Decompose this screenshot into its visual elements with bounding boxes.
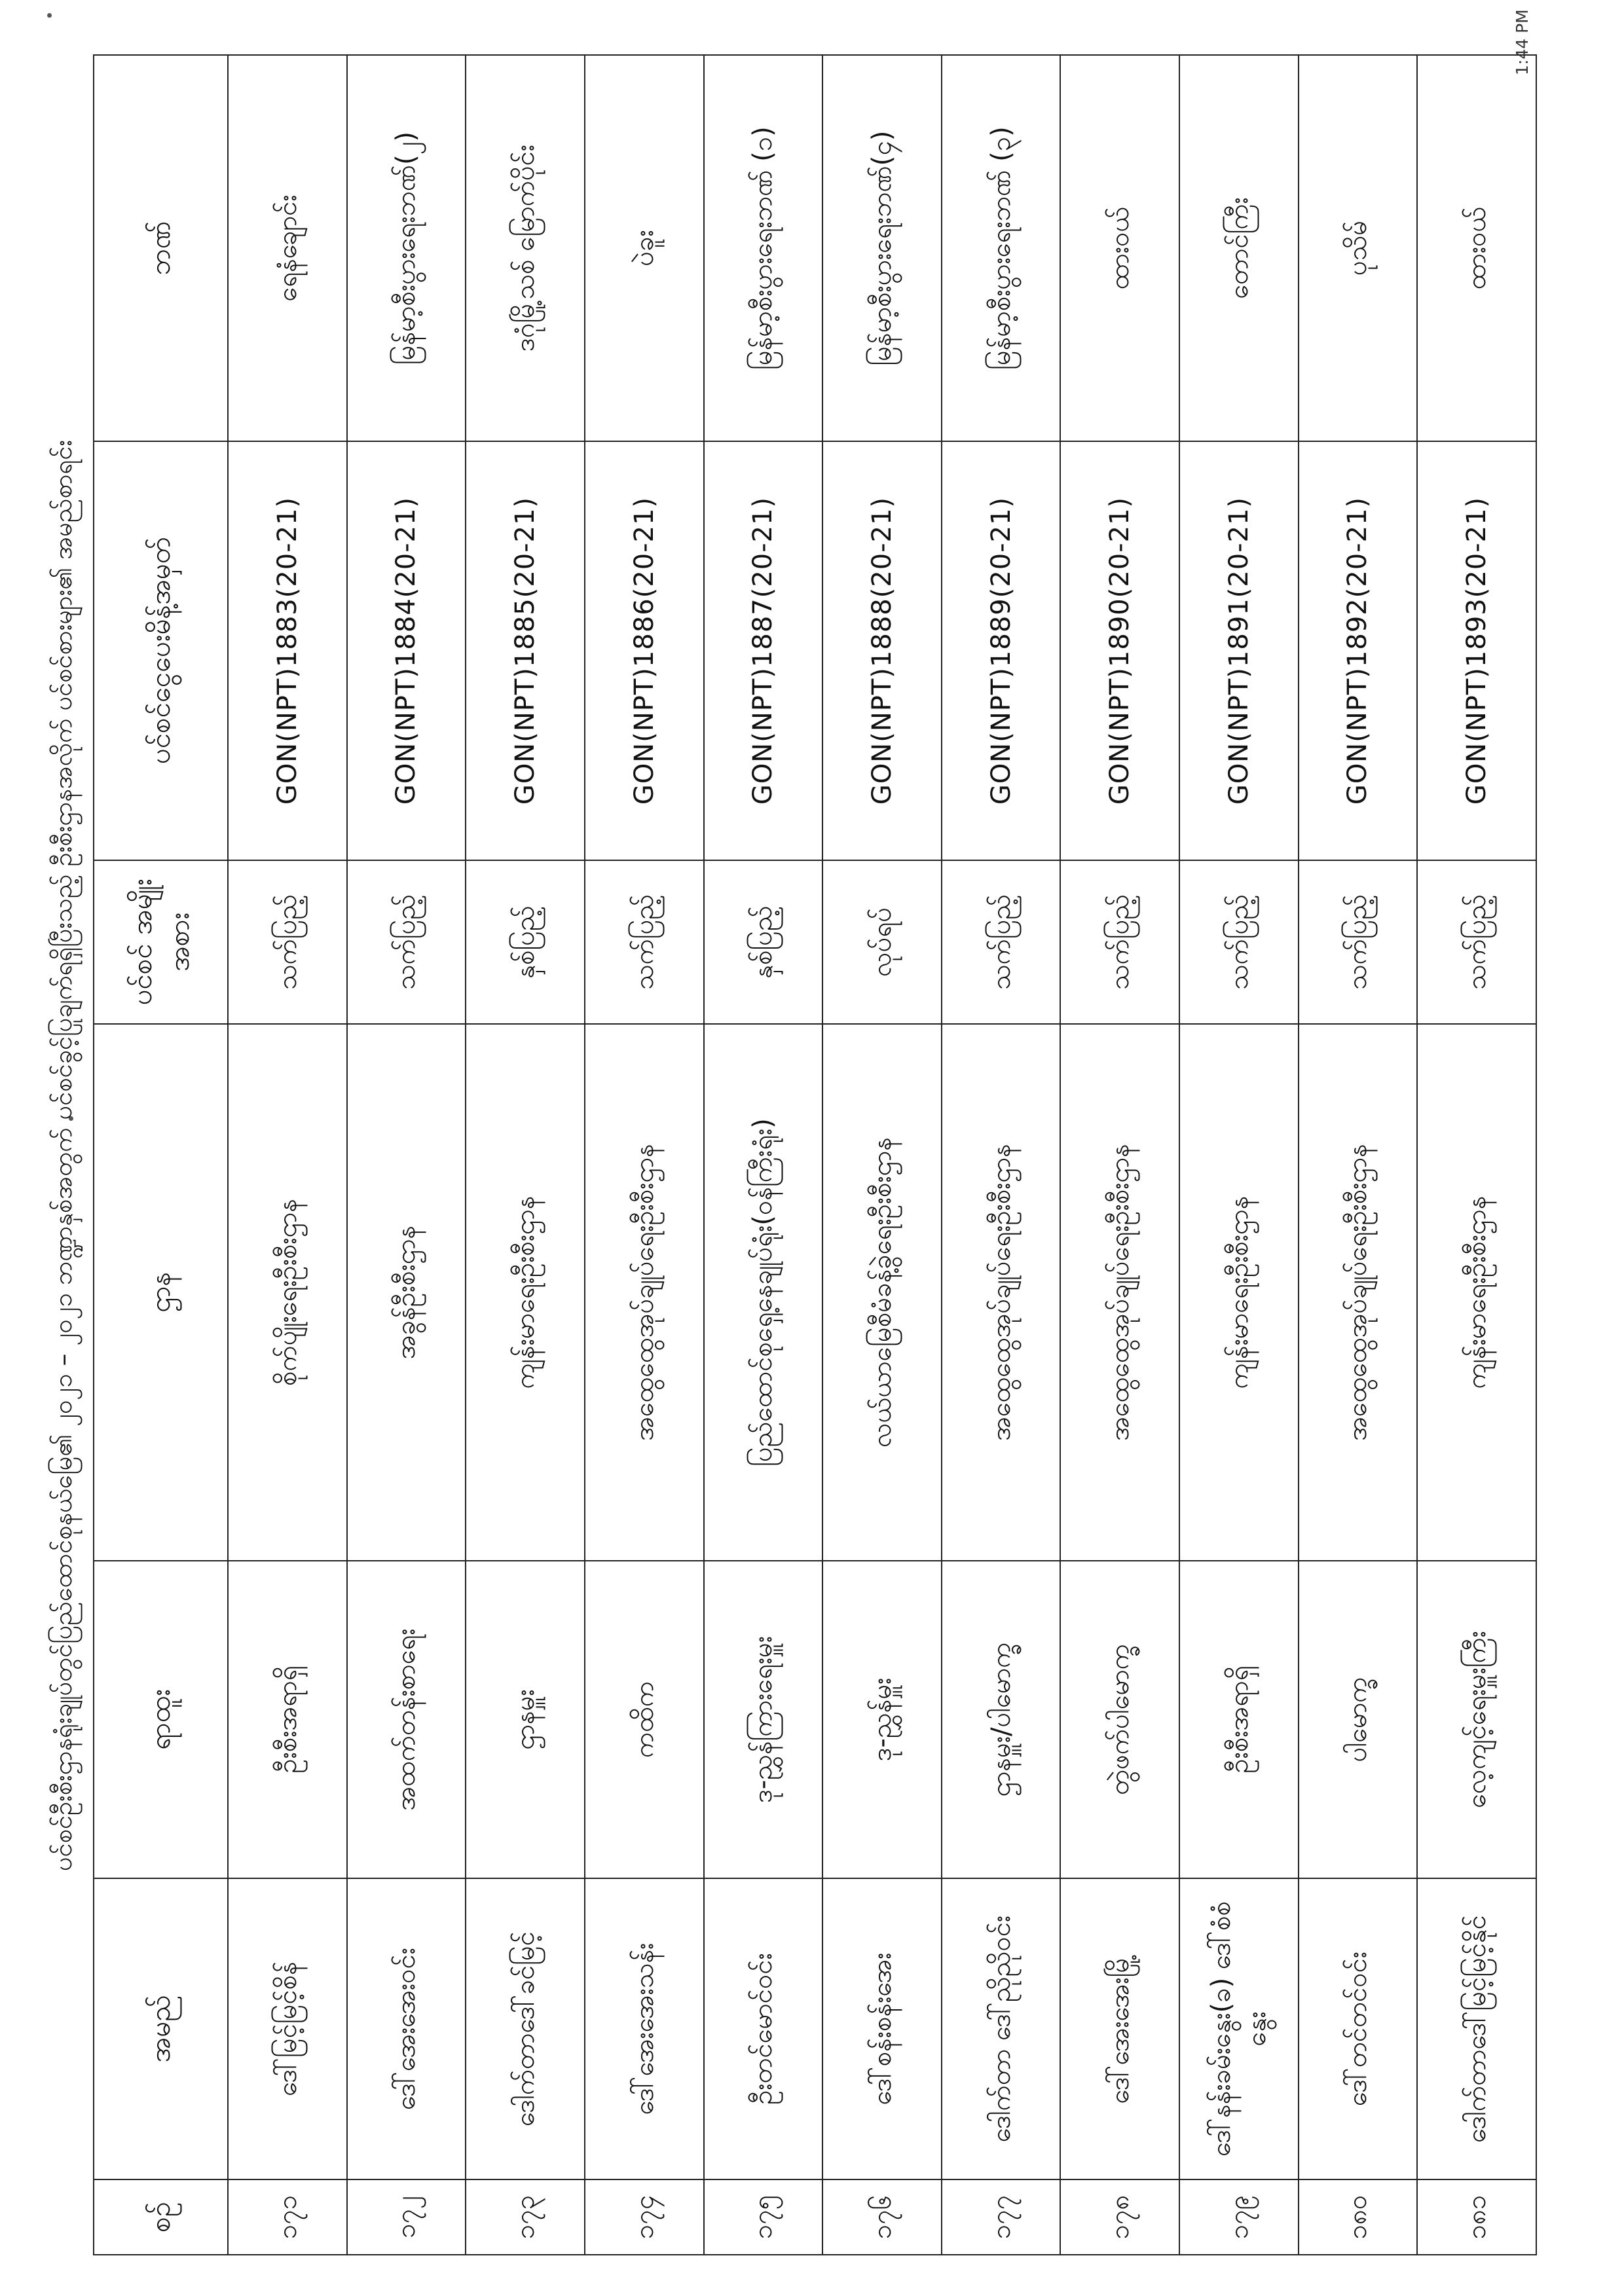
- cell-bank: ထားဝယ်: [1060, 55, 1179, 441]
- header-no: စဉ်: [94, 2179, 228, 2255]
- cell-pension-type: သက်ပြည့်: [228, 860, 347, 1024]
- rotated-page: [39, 56, 1539, 2255]
- cell-no: ၁၈၁: [1417, 2179, 1536, 2255]
- cell-pension-type: သက်ပြည့်: [1299, 860, 1418, 1024]
- header-dept: ဌာန: [94, 1024, 228, 1561]
- cell-no: ၁၇၇: [942, 2179, 1061, 2255]
- cell-bank: မြန်မာ့စီးပွားရေးဘဏ် (၁): [704, 55, 823, 441]
- cell-dept: အထွေထွေအုပ်ချုပ်ရေးဦးစီးဌာန: [942, 1024, 1061, 1561]
- cell-order-no: GON(NPT)1888(20-21): [822, 441, 942, 860]
- cell-pension-type: သက်ပြည့်: [1417, 860, 1536, 1024]
- cell-name: ဒေါ်တင်တင်ဝင်း: [1299, 1878, 1418, 2179]
- cell-dept: အထွေထွေအုပ်ချုပ်ရေးဦးစီးဌာန: [585, 1024, 704, 1561]
- cell-name: ဒေါ်နန်းခမ်းနွေး(ခ) ဒေါ်စံစံနွေး: [1179, 1878, 1299, 2179]
- cell-rank: ပါမောက္ခ: [1299, 1561, 1418, 1878]
- cell-dept: အထွေထွေအုပ်ချုပ်ရေးဦးစီးဌာန: [1299, 1024, 1418, 1561]
- table-row: [1417, 55, 1536, 2255]
- cell-dept: ပြည်ထောင်စုရှေ့နေချုပ်ရုံး(ဝန်ကြီးရုံး): [704, 1024, 823, 1561]
- cell-dept: ကျန်းမာရေးဦးစီးဌာန: [1179, 1024, 1299, 1561]
- cell-bank: ရေနံချောင်း: [228, 55, 347, 441]
- cell-name: ဒေါ်မြင့်မြင့်စိန်: [228, 1878, 347, 2179]
- table-row: [585, 55, 704, 2255]
- cell-rank: လေ့ကျင့်ရေးမှူးကြီး: [1417, 1561, 1536, 1878]
- cell-no: ၁၇၉: [1179, 2179, 1299, 2255]
- cell-order-no: GON(NPT)1885(20-21): [466, 441, 585, 860]
- scan-dot-top: [47, 13, 52, 18]
- cell-order-no: GON(NPT)1892(20-21): [1299, 441, 1418, 860]
- cell-name: ဒေါက်တာ ဒေါ်ညိုညိုဝင်း: [942, 1878, 1061, 2179]
- header-pension-type: ပင်စင် အမျိုးအစား: [94, 860, 228, 1024]
- cell-pension-type: သက်ပြည့်: [1060, 860, 1179, 1024]
- cell-order-no: GON(NPT)1884(20-21): [347, 441, 466, 860]
- cell-no: ၁၇၁: [228, 2179, 347, 2255]
- table-row: [347, 55, 466, 2255]
- scan-timestamp: 1:44 PM: [1513, 9, 1532, 75]
- cell-no: ၁၇၆: [822, 2179, 942, 2255]
- cell-order-no: GON(NPT)1883(20-21): [228, 441, 347, 860]
- cell-name: ဦးတင်မောင်ဝင်း: [704, 1878, 823, 2179]
- cell-rank: ဌာနမှူး/ပါမောက္ခ: [942, 1561, 1061, 1878]
- cell-order-no: GON(NPT)1891(20-21): [1179, 441, 1299, 860]
- cell-rank: ကထိက: [585, 1561, 704, 1878]
- cell-no: ၁၇၄: [585, 2179, 704, 2255]
- cell-bank: မြန်မာ့စီးပွားရေးဘဏ်(၄): [822, 55, 942, 441]
- cell-bank: မြန်မာ့စီးပွားရေးဘဏ်(၂): [347, 55, 466, 441]
- cell-name: ဒေါက်တာဒေါ်မြင့်မြင့်နိုင်: [1417, 1878, 1536, 2179]
- cell-name: ဒေါ်အေးအေးသန်း: [585, 1878, 704, 2179]
- cell-no: ၁၇၂: [347, 2179, 466, 2255]
- cell-name: ဒေါ်စန်းစန်းအေး: [822, 1878, 942, 2179]
- cell-name: ဒေါ်အေးအေးမြို့: [1060, 1878, 1179, 2179]
- cell-bank: ပဲခူး: [585, 55, 704, 441]
- cell-no: ၁၇၅: [704, 2179, 823, 2255]
- table-header-row: [94, 55, 228, 2255]
- cell-rank: ဌာနမှူး: [466, 1561, 585, 1878]
- cell-no: ၁၇၃: [466, 2179, 585, 2255]
- cell-rank: ဒု-ညွှန်ကြားရေးမှူး: [704, 1561, 823, 1878]
- cell-rank: ဒု-ညွှန်မှူး: [822, 1561, 942, 1878]
- table-row: [466, 55, 585, 2255]
- cell-pension-type: နှစ်ပြည့်: [704, 860, 823, 1024]
- cell-rank: ဦးစီးအရာရှိ: [228, 1561, 347, 1878]
- cell-dept: စိုက်ပျိုးရေးဦးစီးဌာန: [228, 1024, 347, 1561]
- cell-order-no: GON(NPT)1887(20-21): [704, 441, 823, 860]
- table-row: [704, 55, 823, 2255]
- header-name: အမည်: [94, 1878, 228, 2179]
- cell-dept: ကျန်းမာရေးဦးစီးဌာန: [466, 1024, 585, 1561]
- cell-no: ၁၈၀: [1299, 2179, 1418, 2255]
- cell-pension-type: သက်ပြည့်: [347, 860, 466, 1024]
- cell-order-no: GON(NPT)1889(20-21): [942, 441, 1061, 860]
- table-row: [1179, 55, 1299, 2255]
- cell-bank: မြန်မာ့စီးပွားရေးဘဏ် (၃): [942, 55, 1061, 441]
- table-row: [1060, 55, 1179, 2255]
- cell-name: ဒေါက်တာဒေါ်ခင်မြင့်: [466, 1878, 585, 2179]
- page-title: ပင်စင်ဦးစီးဌာနရုံးချုပ်တွင်ပြည်ထောင်စုနယ်မြေ၏ ၂၀၂၁ – ၂၀၂၁ ဘဏ္ဍာနှစ်အတွက် ပင်စင်ခွင့်ပြုချက်ရရှိပြီးသည့် ဦးစီးဌာနအလိုက် ပင်စင်စားများ၏ အမည်စာရင်း: [48, 439, 77, 1872]
- cell-pension-type: လုပ်ရပ်: [822, 860, 942, 1024]
- cell-order-no: GON(NPT)1893(20-21): [1417, 441, 1536, 860]
- cell-bank: ပုသိမ်: [1299, 55, 1418, 441]
- cell-order-no: GON(NPT)1886(20-21): [585, 441, 704, 860]
- table-row: [822, 55, 942, 2255]
- header-bank: ဘဏ်: [94, 55, 228, 441]
- cell-dept: လယ်ယာမြေစီမံခန့်ခွဲရေးဦးစီးဌာန: [822, 1024, 942, 1561]
- cell-dept: ကျန်းမာရေးဦးစီးဌာန: [1417, 1024, 1536, 1561]
- cell-bank: ဒဂုံမြို့သစ် မြောက်ပိုင်း: [466, 55, 585, 441]
- cell-bank: ထားဝယ်: [1417, 55, 1536, 441]
- cell-bank: တောင်ကြီး: [1179, 55, 1299, 441]
- table-row: [228, 55, 347, 2255]
- cell-rank: ဦးစီးအရာရှိ: [1179, 1561, 1299, 1878]
- cell-name: ဒေါ်အေးအေးဝင်း: [347, 1878, 466, 2179]
- cell-pension-type: နှစ်ပြည့်: [466, 860, 585, 1024]
- header-order-no: ပင်စင်ငွေပေးမိန့်အမှတ်: [94, 441, 228, 860]
- cell-rank: အထက်တန်းစာရေး: [347, 1561, 466, 1878]
- pension-table: [93, 54, 1537, 2255]
- cell-pension-type: သက်ပြည့်: [942, 860, 1061, 1024]
- cell-no: ၁၇၈: [1060, 2179, 1179, 2255]
- cell-order-no: GON(NPT)1890(20-21): [1060, 441, 1179, 860]
- cell-rank: တွဲဖက်ပါမောက္ခ: [1060, 1561, 1179, 1878]
- table-row: [1299, 55, 1418, 2255]
- cell-pension-type: သက်ပြည့်: [585, 860, 704, 1024]
- table-row: [942, 55, 1061, 2255]
- cell-dept: အထွေထွေအုပ်ချုပ်ရေးဦးစီးဌာန: [1060, 1024, 1179, 1561]
- cell-pension-type: သက်ပြည့်: [1179, 860, 1299, 1024]
- cell-dept: အခွန်ဦးစီးဌာန: [347, 1024, 466, 1561]
- header-rank: ရာထူး: [94, 1561, 228, 1878]
